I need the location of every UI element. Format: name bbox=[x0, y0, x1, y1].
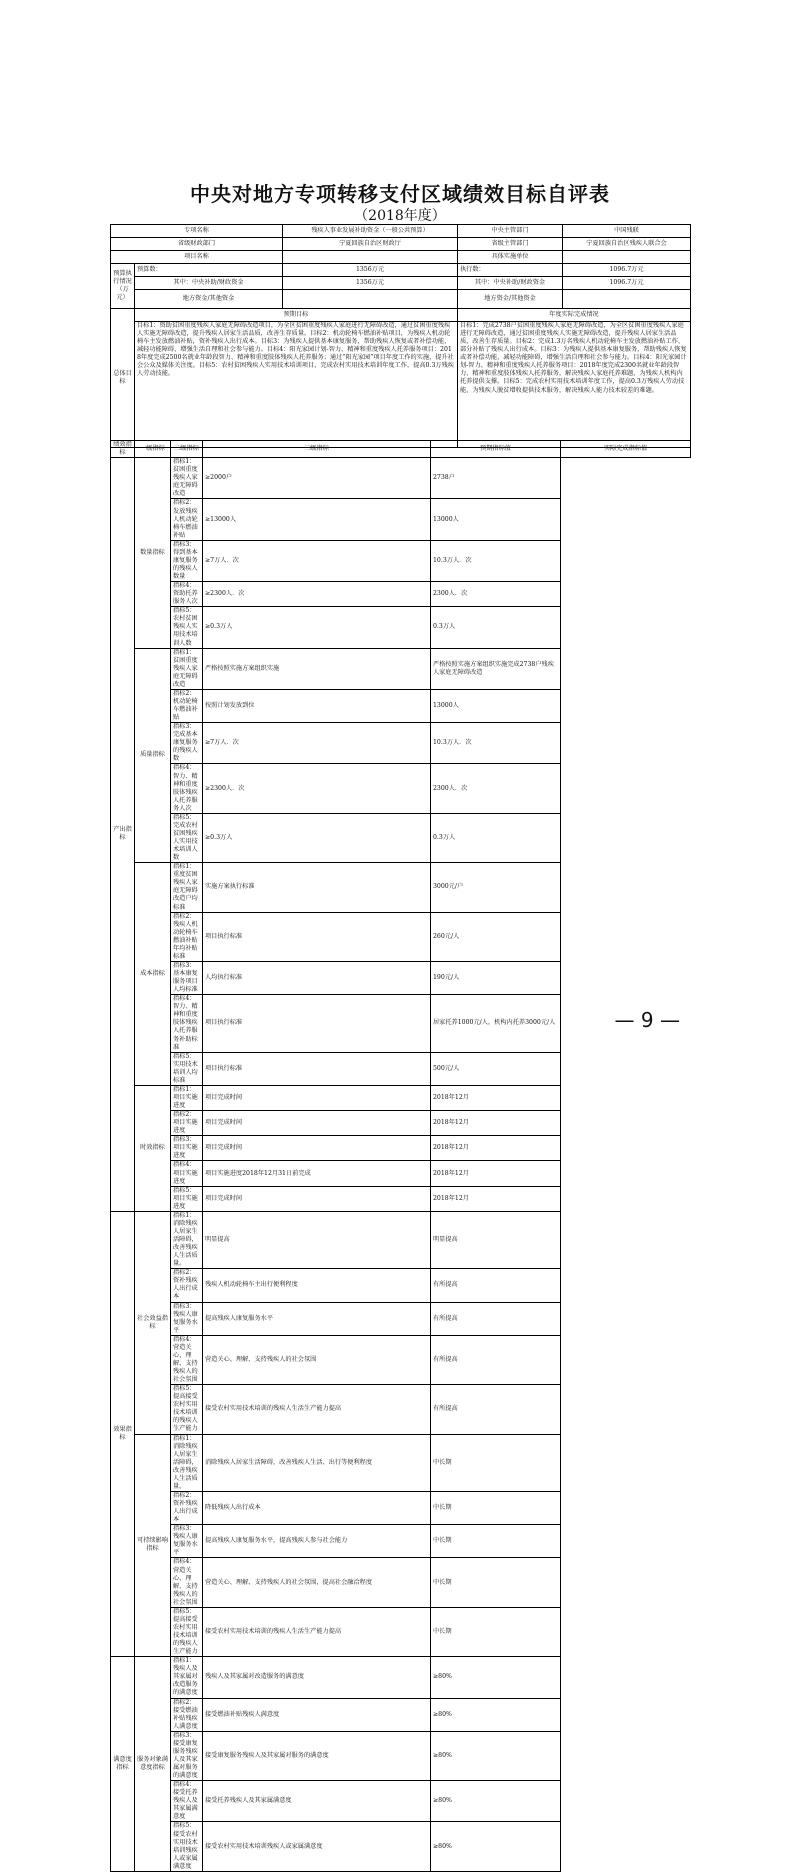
expected-cell: 项目执行标准 bbox=[203, 995, 431, 1052]
expected-cell: 营造关心、理解、支持残疾人的社会氛围 bbox=[203, 1335, 431, 1384]
table-row bbox=[111, 961, 691, 994]
project-label: 项目名称 bbox=[111, 251, 283, 264]
actual-cell: 居家托养1000元/人，机构内托养3000元/人 bbox=[431, 995, 561, 1052]
actual-cell: ≥80% bbox=[431, 1822, 561, 1871]
level3-cell: 指标4：资助托养服务人次 bbox=[171, 582, 203, 607]
expected-cell: 消除残疾人居家生活障碍，改善残疾人生活、出行等便利程度 bbox=[203, 1434, 431, 1491]
actual-cell: ≥80% bbox=[431, 1698, 561, 1731]
local-exec bbox=[563, 290, 691, 309]
expected-cell: 项目执行标准 bbox=[203, 912, 431, 961]
level3-cell: 指标3：得到基本康复服务的残疾人数量 bbox=[171, 540, 203, 581]
level3-cell: 指标3：残疾人康复服务水平 bbox=[171, 1525, 203, 1558]
col-level1: 一级指标 bbox=[135, 441, 171, 458]
table-row bbox=[111, 689, 691, 722]
expected-cell: 营造关心、理解、支持残疾人的社会氛围，提高社会融洽程度 bbox=[203, 1558, 431, 1607]
expected-cell: 项目实施进度2018年12月31日前完成 bbox=[203, 1161, 431, 1186]
actual-cell: ≥80% bbox=[431, 1731, 561, 1780]
level3-cell: 指标4：接受托养残疾人及其家属满意度 bbox=[171, 1781, 203, 1822]
project-name-label: 专项名称 bbox=[111, 225, 283, 238]
expected-cell: ≥7万人．次 bbox=[203, 540, 431, 581]
overall-plan: 目标1：资助贫困重度残疾人家庭无障碍改造项目，为全区贫困重度残疾人家庭进行无障碍改造，通过贫困重度残疾人实施无障碍改造，提升残疾人居家生活品质，改善生存质量。目标2：机动轮椅车燃油补贴项目，为残疾人机动轮椅车主发放燃油补贴，资补残疾人出行成本。目标3：为残疾人提供基本康复服务，帮助残疾人恢复或者补偿功能，减轻功能障碍，增强生活自理和社会参与能力。目标4：阳光家园计划-智力、精神和重度残疾人托养服务项目：2018年度完成2500名就业年龄段智力、精神和重度肢体残疾人托养服务；通过“阳光家园”项目年度工作的实施，提升社会公众及媒体关注度。目标5：农村贫困残疾人实用技术培训项目，完成农村实用技术培训年度工作，提高0.3万残疾人劳动技能。 bbox=[135, 322, 458, 448]
level2-cell: 可持续影响指标 bbox=[135, 1434, 171, 1657]
plan-header: 预期目标 bbox=[135, 309, 458, 322]
performance-table bbox=[110, 440, 691, 1872]
level3-cell: 指标1：项目实施进度 bbox=[171, 1085, 203, 1110]
table-row bbox=[111, 1434, 691, 1491]
overall-actual: 目标1：完成2738户贫困重度残疾人家庭无障碍改造，为全区贫困重度残疾人家庭进行无障碍改造，通过贫困重度残疾人实施无障碍改造，提升残疾人居家生活品质，改善生存质量。目标2：完成1.3万名残疾人机动轮椅车主发放燃油补贴工作，部分补贴了残疾人出行成本。目标3：为残疾人提供基本康复服务，帮助残疾人恢复或者补偿功能，减轻功能障碍，增强生活自理和社会参与能力。目标4：阳光家园计划-智力、精神和重度残疾人托养服务项目：2018年度完成2300名就业年龄段智力、精神和重度肢体残疾人托养服务，解决残疾人家庭托养难题，为残疾人机构内托养提供支撑。目标5：完成农村实用技术培训年度工作，提高0.3万残疾人劳动技能，为残疾人脱贫增收提供技术服务，解决残疾人能力技术较差的难题。 bbox=[458, 322, 691, 448]
table-row bbox=[111, 1136, 691, 1161]
actual-cell: 中长期 bbox=[431, 1525, 561, 1558]
level3-cell: 指标2：资补残疾人出行成本 bbox=[171, 1491, 203, 1524]
level1-cell: 产出指标 bbox=[111, 458, 135, 1212]
expected-cell: 接受托养残疾人及其家属满意度 bbox=[203, 1781, 431, 1822]
level3-cell: 指标1：消除残疾人居家生活障碍，改善残疾人生活质量。 bbox=[171, 1434, 203, 1491]
expected-cell: 项目完成时间 bbox=[203, 1111, 431, 1136]
table-row bbox=[111, 1269, 691, 1302]
table-row bbox=[111, 499, 691, 540]
level3-cell: 指标1：贫困重度残疾人家庭无障碍改造 bbox=[171, 648, 203, 689]
level3-cell: 指标4：营造关心、理解、支持残疾人的社会氛围 bbox=[171, 1558, 203, 1607]
expected-cell: ≥13000人 bbox=[203, 499, 431, 540]
prov-dept-label: 省级主管部门 bbox=[458, 238, 563, 251]
actual-cell: 0.3万人 bbox=[431, 813, 561, 862]
table-row bbox=[111, 1385, 691, 1434]
level2-cell: 时效指标 bbox=[135, 1085, 171, 1211]
exec-total: 1096.7万元 bbox=[563, 264, 691, 277]
table-row bbox=[111, 1698, 691, 1731]
expected-cell: ≥7万人．次 bbox=[203, 723, 431, 764]
table-row bbox=[111, 1822, 691, 1871]
actual-cell: 0.3万人 bbox=[431, 607, 561, 648]
col-actual: 实际完成指标值 bbox=[561, 441, 691, 458]
expected-cell: 项目执行标准 bbox=[203, 1052, 431, 1085]
level3-cell: 指标2：发放残疾人机动轮椅车燃油补贴 bbox=[171, 499, 203, 540]
actual-cell: 500元/人 bbox=[431, 1052, 561, 1085]
table-row bbox=[111, 648, 691, 689]
table-row bbox=[111, 582, 691, 607]
col-expected: 预期指标值 bbox=[431, 441, 561, 458]
expected-cell: 项目完成时间 bbox=[203, 1136, 431, 1161]
actual-header: 年度实际完成情况 bbox=[458, 309, 691, 322]
table-row bbox=[111, 764, 691, 813]
level3-cell: 指标5：实用技术培训人均标准 bbox=[171, 1052, 203, 1085]
actual-cell: 190元/人 bbox=[431, 961, 561, 994]
actual-cell: 明显提高 bbox=[431, 1211, 561, 1268]
actual-cell: 2018年12月 bbox=[431, 1136, 561, 1161]
actual-cell: 有所提高 bbox=[431, 1302, 561, 1335]
prov-finance-label: 省级财政部门 bbox=[111, 238, 283, 251]
central-dept-label: 中央主管部门 bbox=[458, 225, 563, 238]
level3-cell: 指标4：营造关心、理解、支持残疾人的社会氛围 bbox=[171, 1335, 203, 1384]
level3-cell: 指标5：接受农村实用技术培训残疾人或家属满意度 bbox=[171, 1822, 203, 1871]
table-row bbox=[111, 912, 691, 961]
col-level2: 二级指标 bbox=[171, 441, 203, 458]
budget-label: 预算数： bbox=[135, 264, 283, 277]
level3-cell: 指标1：贫困重度残疾人家庭无障碍改造 bbox=[171, 458, 203, 499]
table-row bbox=[111, 1335, 691, 1384]
level2-cell: 数量指标 bbox=[135, 458, 171, 648]
project-name: 残疾人事业发展补助资金（一般公共预算） bbox=[283, 225, 458, 238]
level2-cell: 社会效益指标 bbox=[135, 1211, 171, 1434]
table-row bbox=[111, 1211, 691, 1268]
expected-cell: 提高残疾人康复服务水平，提高残疾人参与社会能力 bbox=[203, 1525, 431, 1558]
actual-cell: 中长期 bbox=[431, 1607, 561, 1656]
level3-cell: 指标2：机动轮椅车燃油补贴 bbox=[171, 689, 203, 722]
level2-cell: 质量指标 bbox=[135, 648, 171, 863]
central-budget: 1356万元 bbox=[283, 277, 458, 290]
summary-table bbox=[110, 224, 691, 448]
level3-cell: 指标2：残疾人机动轮椅车燃油补贴年均补贴标准 bbox=[171, 912, 203, 961]
table-row bbox=[111, 1186, 691, 1211]
central-dept: 中国残联 bbox=[563, 225, 691, 238]
actual-cell: 260元/人 bbox=[431, 912, 561, 961]
table-row bbox=[111, 458, 691, 499]
expected-cell: ≥0.3万人 bbox=[203, 607, 431, 648]
actual-cell: 严格按照实施方案组织实施完成2738户残疾人家庭无障碍改造 bbox=[431, 648, 561, 689]
col-level3: 三级指标 bbox=[203, 441, 431, 458]
table-row bbox=[111, 607, 691, 648]
level3-cell: 指标3：基本康复服务项目人均标准 bbox=[171, 961, 203, 994]
table-row bbox=[111, 1161, 691, 1186]
actual-cell: 有所提高 bbox=[431, 1335, 561, 1384]
table-row bbox=[111, 1491, 691, 1524]
expected-cell: 严格按照实施方案组织实施 bbox=[203, 648, 431, 689]
actual-cell: 2018年12月 bbox=[431, 1111, 561, 1136]
expected-cell: 项目完成时间 bbox=[203, 1186, 431, 1211]
actual-cell: 有所提高 bbox=[431, 1385, 561, 1434]
actual-cell: 中长期 bbox=[431, 1491, 561, 1524]
expected-cell: 按照计划发放到位 bbox=[203, 689, 431, 722]
table-row bbox=[111, 1085, 691, 1110]
level3-cell: 指标4：项目实施进度 bbox=[171, 1161, 203, 1186]
budget-section-label: 预算执行情况（万元） bbox=[111, 264, 135, 309]
actual-cell: 10.3万人．次 bbox=[431, 540, 561, 581]
table-row bbox=[111, 995, 691, 1052]
expected-cell: ≥2000户 bbox=[203, 458, 431, 499]
actual-cell: 2300人．次 bbox=[431, 764, 561, 813]
level3-cell: 指标5：提高接受农村实用技术培训的残疾人生产能力 bbox=[171, 1385, 203, 1434]
table-row bbox=[111, 1302, 691, 1335]
level2-cell: 服务对象满意度指标 bbox=[135, 1657, 171, 1872]
level1-cell: 效果指标 bbox=[111, 1211, 135, 1656]
level3-cell: 指标1：重度贫困残疾人家庭无障碍改造户均标准 bbox=[171, 863, 203, 912]
expected-cell: 接受康复服务残疾人及其家属对服务的满意度 bbox=[203, 1731, 431, 1780]
table-row bbox=[111, 1731, 691, 1780]
central-budget-label: 其中：中央补助/财政资金 bbox=[135, 277, 283, 290]
actual-cell: 2018年12月 bbox=[431, 1186, 561, 1211]
level1-cell: 满意度指标 bbox=[111, 1657, 135, 1872]
table-row bbox=[111, 1111, 691, 1136]
local-exec-label: 地方资金/其他资金 bbox=[458, 290, 563, 309]
level3-cell: 指标5：项目实施进度 bbox=[171, 1186, 203, 1211]
actual-cell: ≥80% bbox=[431, 1657, 561, 1698]
level3-cell: 指标3：项目实施进度 bbox=[171, 1136, 203, 1161]
actual-cell: 10.3万人．次 bbox=[431, 723, 561, 764]
project-value bbox=[283, 251, 458, 264]
table-row bbox=[111, 1607, 691, 1656]
actual-cell: 13000人 bbox=[431, 689, 561, 722]
expected-cell: 项目完成时间 bbox=[203, 1085, 431, 1110]
local-budget-label: 地方资金/其他资金 bbox=[135, 290, 283, 309]
actual-cell: 中长期 bbox=[431, 1558, 561, 1607]
table-row bbox=[111, 723, 691, 764]
level3-cell: 指标2：接受燃油补贴残疾人满意度 bbox=[171, 1698, 203, 1731]
level2-cell: 成本指标 bbox=[135, 863, 171, 1086]
actual-cell: 3000元/户 bbox=[431, 863, 561, 912]
expected-cell: 接受农村实用技术培训残疾人或家属满意度 bbox=[203, 1822, 431, 1871]
level3-cell: 指标2：资补残疾人出行成本 bbox=[171, 1269, 203, 1302]
table-row bbox=[111, 1052, 691, 1085]
level3-cell: 指标5：提高接受农村实用技术培训的残疾人生产能力 bbox=[171, 1607, 203, 1656]
level3-cell: 指标5：农村贫困残疾人实用技术培训人数 bbox=[171, 607, 203, 648]
local-budget bbox=[283, 290, 458, 309]
expected-cell: 人均执行标准 bbox=[203, 961, 431, 994]
actual-cell: 13000人 bbox=[431, 499, 561, 540]
level3-cell: 指标3：完成基本康复服务的残疾人数 bbox=[171, 723, 203, 764]
expected-cell: ≥0.3万人 bbox=[203, 813, 431, 862]
expected-cell: 明显提高 bbox=[203, 1211, 431, 1268]
report-year: （2018年度） bbox=[354, 208, 446, 224]
level3-cell: 指标3：残疾人康复服务水平 bbox=[171, 1302, 203, 1335]
expected-cell: 接受农村实用技术培训的残疾人生活生产能力提高 bbox=[203, 1385, 431, 1434]
budget-total: 1356万元 bbox=[283, 264, 458, 277]
expected-cell: ≥2300人．次 bbox=[203, 764, 431, 813]
unit-value bbox=[563, 251, 691, 264]
table-row bbox=[111, 1781, 691, 1822]
central-exec-label: 其中：中央补助/财政资金 bbox=[458, 277, 563, 290]
actual-cell: 2018年12月 bbox=[431, 1085, 561, 1110]
overall-section-label: 总体目标 bbox=[111, 309, 135, 448]
prov-finance: 宁夏回族自治区财政厅 bbox=[283, 238, 458, 251]
table-row bbox=[111, 863, 691, 912]
expected-cell: 残疾人机动轮椅车主出行便利程度 bbox=[203, 1269, 431, 1302]
expected-cell: 接受燃油补贴残疾人满意度 bbox=[203, 1698, 431, 1731]
table-row bbox=[111, 1525, 691, 1558]
table-row bbox=[111, 540, 691, 581]
level3-cell: 指标2：项目实施进度 bbox=[171, 1111, 203, 1136]
actual-cell: 2738户 bbox=[431, 458, 561, 499]
central-exec: 1096.7万元 bbox=[563, 277, 691, 290]
expected-cell: 实施方案执行标准 bbox=[203, 863, 431, 912]
level3-cell: 指标4：智力、精神和重度肢体残疾人托养服务补助标准 bbox=[171, 995, 203, 1052]
level3-cell: 指标1：残疾人及其家属对改造服务的满意度 bbox=[171, 1657, 203, 1698]
prov-dept: 宁夏回族自治区残疾人联合会 bbox=[563, 238, 691, 251]
level3-cell: 指标1：消除残疾人居家生活障碍，改善残疾人生活质量。 bbox=[171, 1211, 203, 1268]
actual-cell: 有所提高 bbox=[431, 1269, 561, 1302]
actual-cell: 2300人．次 bbox=[431, 582, 561, 607]
table-row bbox=[111, 813, 691, 862]
expected-cell: ≥2300人．次 bbox=[203, 582, 431, 607]
level3-cell: 指标4：智力、精神和重度肢体残疾人托养服务人次 bbox=[171, 764, 203, 813]
actual-cell: 中长期 bbox=[431, 1434, 561, 1491]
page-number: — 9 — bbox=[614, 1008, 680, 1032]
unit-label: 具体实施单位 bbox=[458, 251, 563, 264]
expected-cell: 降低残疾人出行成本 bbox=[203, 1491, 431, 1524]
actual-cell: 2018年12月 bbox=[431, 1161, 561, 1186]
expected-cell: 残疾人及其家属对改造服务的满意度 bbox=[203, 1657, 431, 1698]
table-row bbox=[111, 1657, 691, 1698]
table-row bbox=[111, 1558, 691, 1607]
expected-cell: 接受农村实用技术培训的残疾人生活生产能力提高 bbox=[203, 1607, 431, 1656]
perf-section-label: 绩效指标 bbox=[111, 441, 135, 458]
level3-cell: 指标3：接受康复服务残疾人及其家属对服务的满意度 bbox=[171, 1731, 203, 1780]
exec-label: 执行数： bbox=[458, 264, 563, 277]
expected-cell: 提高残疾人康复服务水平 bbox=[203, 1302, 431, 1335]
level3-cell: 指标5：完成农村贫困残疾人实用技术培训人数 bbox=[171, 813, 203, 862]
actual-cell: ≥80% bbox=[431, 1781, 561, 1822]
page-title: 中央对地方专项转移支付区域绩效目标自评表 bbox=[190, 182, 610, 206]
